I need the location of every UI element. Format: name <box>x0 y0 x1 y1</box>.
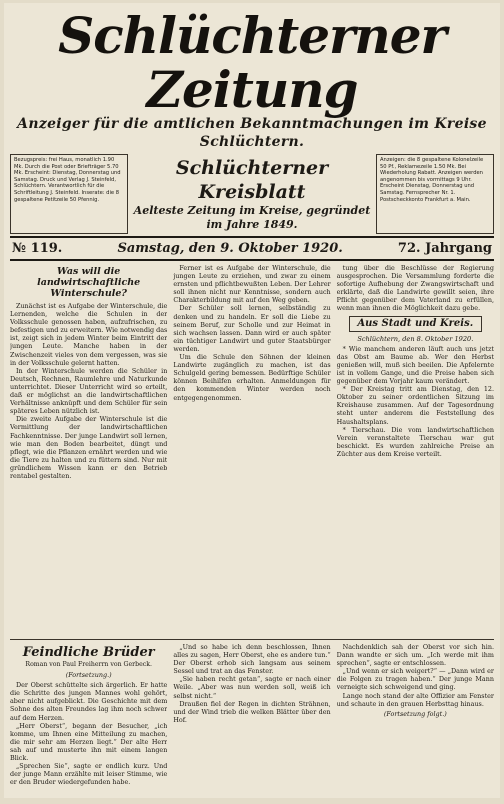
column-3 <box>337 264 494 636</box>
article-paragraph: Die zweite Aufgabe der Winterschule ist die Vermittlung der landwirtschaftlichen Fachkenntnisse. Der junge Landwirt soll lernen, wie man den Boden bearbeitet, düngt und pflegt, wie die Pflanzen ernährt werden und wie die Tiere zu halten und zu füttern sind. Nur mit gründlichem Wissen kann er den Betrieb rentabel gestalten. <box>10 415 168 480</box>
feuilleton-paragraph: Lange noch stand der alte Offizier am Fenster und schaute in den grauen Herbsttag hinaus. <box>336 691 494 708</box>
feuilleton-column-3 <box>337 643 494 798</box>
feuilleton-paragraph: „Sprechen Sie“, sagte er endlich kurz. Und der junge Mann erzählte mit leiser Stimme, wie er den Bruder wiedergefunden habe. <box>10 762 168 787</box>
column-2 <box>173 264 330 636</box>
article-paragraph: In der Winterschule werden die Schüler in Deutsch, Rechnen, Raumlehre und Naturkunde unterrichtet. Dieser Unterricht wird so erteilt, daß er möglichst an die landwirtschaftlichen Verhältnisse anknüpft und dem Schüler für sein späteres Leben nützlich ist. <box>10 366 168 416</box>
upper-columns <box>10 264 494 636</box>
feuilleton-footer: (Fortsetzung folgt.) <box>383 709 447 718</box>
masthead-center <box>128 154 376 234</box>
feuilleton-paragraph: „Herr Oberst“, begann der Besucher, „ich komme, um Ihnen eine Mitteilung zu machen, die mir sehr am Herzen liegt.“ Der alte Herr sah auf und musterte ihn mit einem langen Blick. <box>10 721 168 763</box>
subscription-box: Bezugspreis: frei Haus, monatlich 1.90 Mk. Durch die Post oder Briefträger 5.70 Mk. Erscheint: Dienstag, Donnerstag und Samstag. Druck und Verlag J. Steinfeld, Schlüchtern. Verantwortlich für die Schriftleitung J. Steinfeld. Inserate: die 8 gespaltene Petitzeile 50 Pfennig. <box>10 154 128 234</box>
feuilleton-paragraph: Der Oberst schüttelte sich ärgerlich. Er hatte die Schritte des jungen Mannes wohl gehört, aber nicht aufgeblickt. Die Geschichte mit dem Sohne des alten Freundes lag ihm noch schwer auf dem Herzen. <box>10 681 168 722</box>
masthead-title: Schlüchterner Zeitung <box>58 6 446 119</box>
section-divider <box>10 639 494 640</box>
column-1 <box>10 264 167 636</box>
article-paragraph: Zunächst ist es Aufgabe der Winterschule, die Lernenden, welche die Schulen in der Volksschule genossen haben, aufzufrischen, zu befestigen und zu erweitern. Wie notwendig das ist, zeigt sich in jedem Winter beim Eintritt der jungen Leute. Manche haben in der Zwischenzeit vieles von dem vergessen, was sie in der Volksschule gelernt hatten. <box>10 302 168 367</box>
feuilleton-continued: (Fortsetzung.) <box>65 671 112 680</box>
feuilleton-paragraph: „Sie haben recht getan“, sagte er nach einer Weile. „Aber was nun werden soll, weiß ich selbst nicht.“ <box>173 675 331 700</box>
local-paragraph: * Tierschau. Die vom landwirtschaftlichen Verein veranstaltete Tierschau war gut beschickt. Es wurden zahlreiche Preise an Züchter aus dem Kreise verteilt. <box>336 425 494 458</box>
issue-dateline <box>10 236 494 261</box>
local-paragraph: * Wie manchem anderen läuft auch uns jetzt das Obst am Baume ab. Wer den Herbst genießen will, muß sich beeilen. Die Apfelernte ist in vollem Gange, und die Preise haben sich gegenüber dem Vorjahr kaum verändert. <box>336 344 494 386</box>
article-paragraph: tung über die Beschlüsse der Regierung ausgesprochen. Die Versammlung forderte die sofortige Aufhebung der Zwangswirtschaft und erklärte, daß die Landwirte gewillt seien, ihre Pflicht gegenüber dem Vaterland zu erfüllen, wenn man ihnen die Möglichkeit dazu gebe. <box>336 264 494 313</box>
issue-number: № 119. <box>12 241 63 256</box>
advertising-box: Anzeigen: die 8 gespaltene Kolonelzeile 50 Pf., Reklamezeile 1.50 Mk. Bei Wiederholung Rabatt. Anzeigen werden angenommen bis vormittags 9 Uhr. Erscheint Dienstag, Donnerstag und Samstag. Fernsprecher Nr. 1. Postscheckkonto Frankfurt a. Main. <box>376 154 494 234</box>
article-paragraph: Der Schüler soll lernen, selbständig zu denken und zu handeln. Er soll die Liebe zu seinem Beruf, zur Scholle und zur Heimat in sich wachsen lassen. Dann wird er auch später ein tüchtiger Landwirt und guter Staatsbürger werden. <box>173 304 331 353</box>
local-news-dateline: Schlüchtern, den 8. Oktober 1920. <box>357 334 474 343</box>
feuilleton-paragraph: „Und so habe ich denn beschlossen, Ihnen alles zu sagen, Herr Oberst, ehe es andere tun.“ Der Oberst erhob sich langsam aus seinem Sessel und trat an das Fenster. <box>173 643 331 676</box>
kreisblatt-title: Schlüchterner Kreisblatt <box>175 157 329 203</box>
feuilleton-paragraph: „Und wenn er sich weigert?“ — „Dann wird er die Folgen zu tragen haben.“ Der junge Mann verneigte sich schweigend und ging. <box>336 667 494 692</box>
masthead-subtitle: Anzeiger für die amtlichen Bekanntmachungen im Kreise Schlüchtern. <box>17 116 487 150</box>
article-paragraph: Ferner ist es Aufgabe der Winterschule, die jungen Leute zu erziehen, und zwar zu einem ernsten und pflichtbewußten Leben. Der Lehrer soll ihnen nicht nur Kenntnisse, sondern auch Charakterbildung mit auf den Weg geben. <box>173 264 331 305</box>
feuilleton-byline: Roman von Paul Freiherrn von Gerbeck. <box>25 661 152 668</box>
feuilleton-column-1 <box>10 643 167 798</box>
masthead-band <box>10 154 494 234</box>
founded-line: Aelteste Zeitung im Kreise, gegründet im Jahre 1849. <box>133 204 371 231</box>
article-headline: Was will die landwirtschaftliche Winterschule? <box>37 266 141 299</box>
local-paragraph: * Der Kreistag tritt am Dienstag, den 12. Oktober zu seiner ordentlichen Sitzung im Kreishause zusammen. Auf der Tagesordnung steht unter anderem die Feststellung des Haushaltsplans. <box>336 385 494 426</box>
feuilleton-paragraph: Nachdenklich sah der Oberst vor sich hin. Dann wandte er sich um. „Ich werde mit ihm sprechen“, sagte er entschlossen. <box>336 643 494 668</box>
lower-columns <box>10 643 494 798</box>
article-paragraph: Um die Schule den Söhnen der kleinen Landwirte zugänglich zu machen, ist das Schulgeld gering bemessen. Bedürftige Schüler können Beihilfen erhalten. Anmeldungen für den kommenden Winter werden noch entgegengenommen. <box>173 353 331 402</box>
issue-date: Samstag, den 9. Oktober 1920. <box>117 241 343 256</box>
feuilleton-title: Feindliche Brüder <box>22 645 155 660</box>
feuilleton-paragraph: Draußen fiel der Regen in dichten Strähnen, und der Wind trieb die welken Blätter über den Hof. <box>173 699 331 724</box>
issue-volume: 72. Jahrgang <box>397 241 492 256</box>
newspaper-page <box>4 3 500 798</box>
feuilleton-column-2 <box>173 643 330 798</box>
local-news-section-head: Aus Stadt und Kreis. <box>349 316 482 332</box>
